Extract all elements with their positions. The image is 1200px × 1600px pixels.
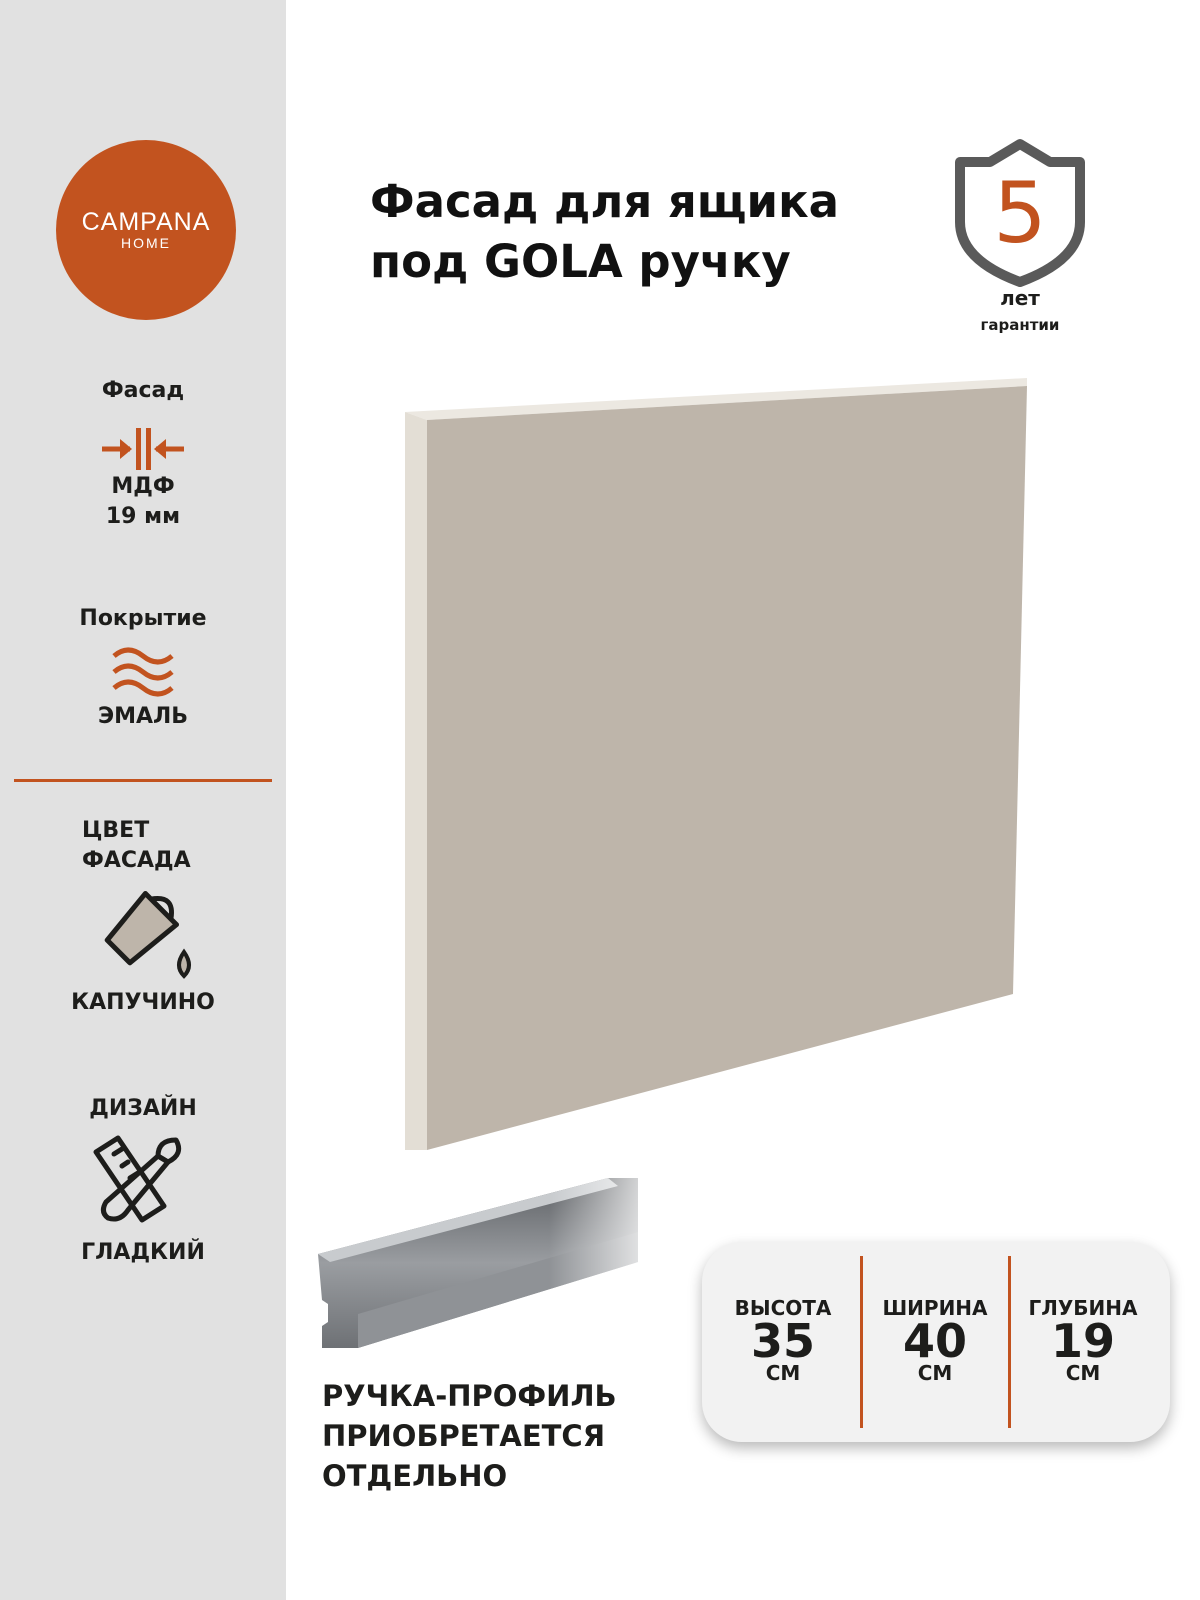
- paint-bucket-icon: [100, 880, 200, 980]
- facade-title: Фасад: [101, 378, 185, 403]
- facade-thickness: 19 мм: [105, 504, 181, 529]
- design-title: ДИЗАЙН: [89, 1096, 197, 1121]
- facade-material: МДФ: [111, 474, 175, 499]
- sidebar-divider: [14, 779, 272, 782]
- dim-width: [860, 1297, 1010, 1383]
- dim-label: ШИРИНА: [882, 1296, 988, 1320]
- shield-icon: [950, 138, 1090, 288]
- coating-value: ЭМАЛЬ: [97, 704, 189, 729]
- brand-logo: [56, 140, 236, 320]
- dim-depth: [1008, 1297, 1158, 1383]
- dim-value: 40: [902, 1314, 967, 1368]
- product-title-line1: Фасад для ящика: [370, 175, 839, 228]
- handle-note: [322, 1376, 742, 1496]
- handle-profile-image: [318, 1178, 648, 1378]
- dim-unit: СМ: [1065, 1361, 1101, 1385]
- facade-panel-image: [405, 378, 1045, 1158]
- brand-name: CAMPANA: [81, 208, 211, 236]
- color-value: КАПУЧИНО: [71, 990, 215, 1015]
- color-title-line1: ЦВЕТ: [82, 818, 150, 843]
- warranty-number: 5: [993, 164, 1047, 262]
- thickness-icon: [100, 426, 186, 472]
- handle-note-line3: ОТДЕЛЬНО: [322, 1459, 508, 1493]
- design-value: ГЛАДКИЙ: [81, 1240, 205, 1265]
- warranty-years: лет: [1000, 286, 1040, 310]
- brand-sub: HOME: [121, 235, 171, 251]
- dim-label: ГЛУБИНА: [1028, 1296, 1138, 1320]
- product-title-line2: под GOLA ручку: [370, 235, 791, 288]
- dim-value: 35: [750, 1314, 815, 1368]
- dim-unit: СМ: [765, 1361, 801, 1385]
- dim-unit: СМ: [917, 1361, 953, 1385]
- dim-label: ВЫСОТА: [734, 1296, 832, 1320]
- design-tools-icon: [92, 1132, 186, 1228]
- waves-icon: [110, 642, 176, 702]
- dim-value: 19: [1050, 1314, 1115, 1368]
- dimensions-card: [702, 1242, 1170, 1442]
- dim-height: [708, 1297, 858, 1383]
- color-title-line2: ФАСАДА: [82, 848, 191, 873]
- handle-note-line2: ПРИОБРЕТАЕТСЯ: [322, 1419, 606, 1453]
- sidebar: [0, 0, 286, 1600]
- coating-title: Покрытие: [79, 606, 207, 631]
- product-title: [370, 172, 930, 292]
- handle-note-line1: РУЧКА-ПРОФИЛЬ: [322, 1379, 617, 1413]
- warranty-label: гарантии: [980, 316, 1060, 334]
